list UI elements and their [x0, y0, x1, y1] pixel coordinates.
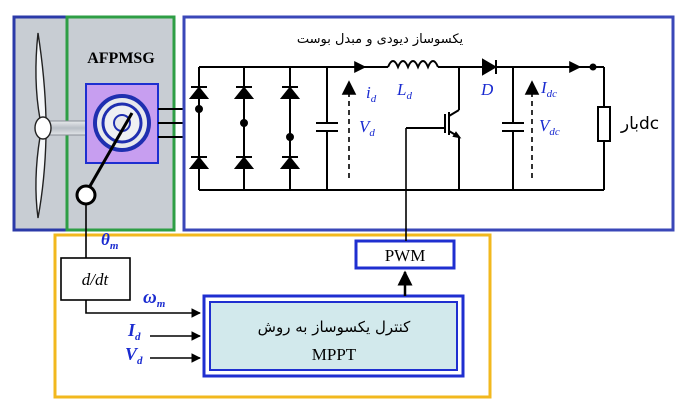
derivative-label: d/dt	[81, 270, 109, 289]
generator-label: AFPMSG	[87, 50, 155, 67]
id-input-label: $I_d$	[128, 320, 141, 343]
load-label: بارdc	[620, 114, 660, 134]
converter-title: یکسوساز دیودی و مبدل بوست	[296, 32, 464, 47]
controller-line2: MPPT	[311, 345, 357, 364]
idc-label: $I_{dc}$	[541, 78, 558, 100]
id-label: $i_d$	[366, 83, 377, 105]
vd-label: $V_d$	[359, 117, 375, 139]
controller-line1: کنترل یکسوساز به روش	[257, 318, 411, 336]
omega-label: $\omega_m$	[143, 287, 166, 310]
theta-label: $\theta_m$	[101, 230, 119, 252]
vdc-label: $V_{dc}$	[539, 116, 560, 138]
mppt-controller-block	[204, 296, 463, 376]
d-label: D	[481, 80, 494, 99]
pwm-label: PWM	[384, 246, 426, 265]
ld-label: $L_d$	[397, 80, 412, 102]
vd-input-label: $V_d$	[125, 344, 143, 367]
